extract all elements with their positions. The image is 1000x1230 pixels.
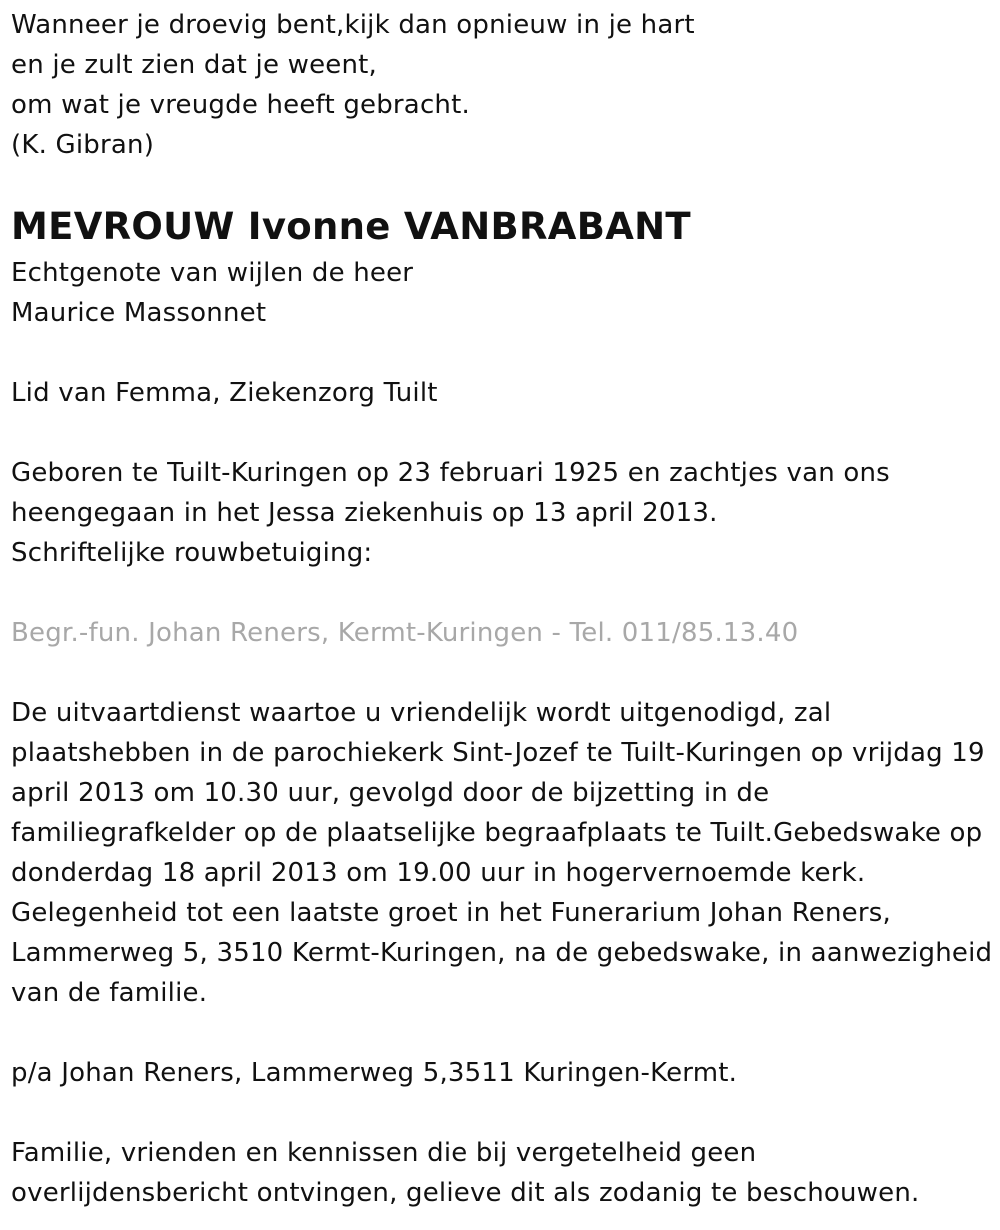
service-line: De uitvaartdienst waartoe u vriendelijk wordt uitgenodigd, zal xyxy=(11,698,832,728)
spouse-line: Maurice Massonnet xyxy=(11,298,267,328)
quote-author: (K. Gibran) xyxy=(11,130,155,160)
closing-line: overlijdensbericht ontvingen, gelieve dit als zodanig te beschouwen. xyxy=(11,1178,920,1208)
quote-line: Wanneer je droevig bent,kijk dan opnieuw in je hart xyxy=(11,10,695,40)
service-line: donderdag 18 april 2013 om 19.00 uur in hogervernoemde kerk. xyxy=(11,858,866,888)
condolence-label: Schriftelijke rouwbetuiging: xyxy=(11,538,373,568)
service-line: familiegrafkelder op de plaatselijke begraafplaats te Tuilt.Gebedswake op xyxy=(11,818,983,848)
birth-death-line: heengegaan in het Jessa ziekenhuis op 13 april 2013. xyxy=(11,498,718,528)
service-line: van de familie. xyxy=(11,978,208,1008)
service-line: april 2013 om 10.30 uur, gevolgd door de bijzetting in de xyxy=(11,778,770,808)
deceased-name: MEVROUW Ivonne VANBRABANT xyxy=(11,205,691,248)
closing-line: Familie, vrienden en kennissen die bij vergetelheid geen xyxy=(11,1138,757,1168)
correspondence-address: p/a Johan Reners, Lammerweg 5,3511 Kuringen-Kermt. xyxy=(11,1058,738,1088)
service-line: plaatshebben in de parochiekerk Sint-Jozef te Tuilt-Kuringen op vrijdag 19 xyxy=(11,738,985,768)
spouse-line: Echtgenote van wijlen de heer xyxy=(11,258,414,288)
funeral-home-info: Begr.-fun. Johan Reners, Kermt-Kuringen - Tel. 011/85.13.40 xyxy=(11,618,799,648)
quote-line: en je zult zien dat je weent, xyxy=(11,50,378,80)
quote-line: om wat je vreugde heeft gebracht. xyxy=(11,90,470,120)
membership-text: Lid van Femma, Ziekenzorg Tuilt xyxy=(11,378,438,408)
birth-death-line: Geboren te Tuilt-Kuringen op 23 februari 1925 en zachtjes van ons xyxy=(11,458,890,488)
service-line: Gelegenheid tot een laatste groet in het Funerarium Johan Reners, xyxy=(11,898,891,928)
service-line: Lammerweg 5, 3510 Kermt-Kuringen, na de gebedswake, in aanwezigheid xyxy=(11,938,993,968)
